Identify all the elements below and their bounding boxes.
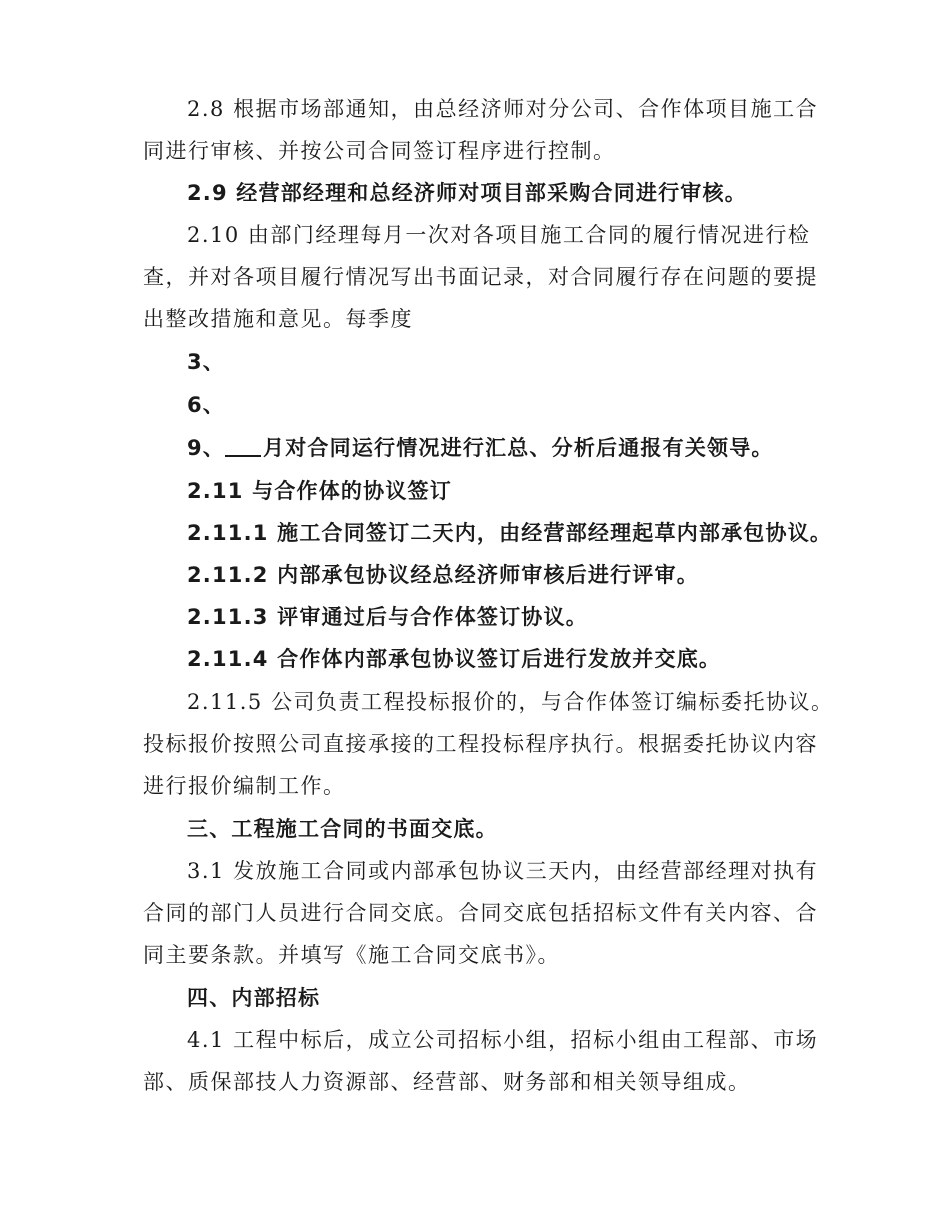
paragraph-2-10-line2: 查，并对各项目履行情况写出书面记录，对合同履行存在问题的要提	[143, 265, 818, 289]
item-9-text: 月对合同运行情况进行汇总、分析后通报有关领导。	[263, 436, 774, 460]
paragraph-2-11-1: 2.11.1 施工合同签订二天内，由经营部经理起草内部承包协议。	[187, 521, 833, 545]
paragraph-2-8-line2: 同进行审核、并按公司合同签订程序进行控制。	[143, 139, 616, 163]
blank-underline	[225, 435, 261, 457]
item-3: 3、	[187, 350, 226, 374]
heading-section-3: 三、工程施工合同的书面交底。	[187, 817, 498, 841]
paragraph-2-11-2: 2.11.2 内部承包协议经总经济师审核后进行评审。	[187, 563, 699, 587]
paragraph-3-1-line3: 同主要条款。并填写《施工合同交底书》。	[143, 943, 560, 967]
paragraph-2-11-5-line2: 投标报价按照公司直接承接的工程投标程序执行。根据委托协议内容	[143, 732, 818, 756]
paragraph-2-8-line1: 2.8 根据市场部通知，由总经济师对分公司、合作体项目施工合	[187, 97, 819, 121]
item-9	[187, 434, 774, 462]
paragraph-4-1-line2: 部、质保部技人力资源部、经营部、财务部和相关领导组成。	[143, 1070, 751, 1094]
paragraph-2-11-3: 2.11.3 评审通过后与合作体签订协议。	[187, 605, 588, 629]
item-6: 6、	[187, 393, 226, 417]
paragraph-2-11-5-line1: 2.11.5 公司负责工程投标报价的，与合作体签订编标委托协议。	[187, 690, 834, 714]
paragraph-2-11-4: 2.11.4 合作体内部承包协议签订后进行发放并交底。	[187, 647, 722, 671]
paragraph-3-1-line1: 3.1 发放施工合同或内部承包协议三天内，由经营部经理对执有	[187, 859, 819, 883]
item-9-prefix: 9、	[187, 436, 226, 460]
paragraph-3-1-line2: 合同的部门人员进行合同交底。合同交底包括招标文件有关内容、合	[143, 901, 818, 925]
heading-section-4: 四、内部招标	[187, 986, 321, 1010]
paragraph-2-11-5-line3: 进行报价编制工作。	[143, 774, 346, 798]
paragraph-2-10-line1: 2.10 由部门经理每月一次对各项目施工合同的履行情况进行检	[187, 223, 811, 247]
paragraph-2-10-line3: 出整改措施和意见。每季度	[143, 307, 413, 331]
paragraph-2-9: 2.9 经营部经理和总经济师对项目部采购合同进行审核。	[187, 181, 747, 205]
paragraph-4-1-line1: 4.1 工程中标后，成立公司招标小组，招标小组由工程部、市场	[187, 1028, 819, 1052]
heading-2-11: 2.11 与合作体的协议签订	[187, 479, 452, 503]
